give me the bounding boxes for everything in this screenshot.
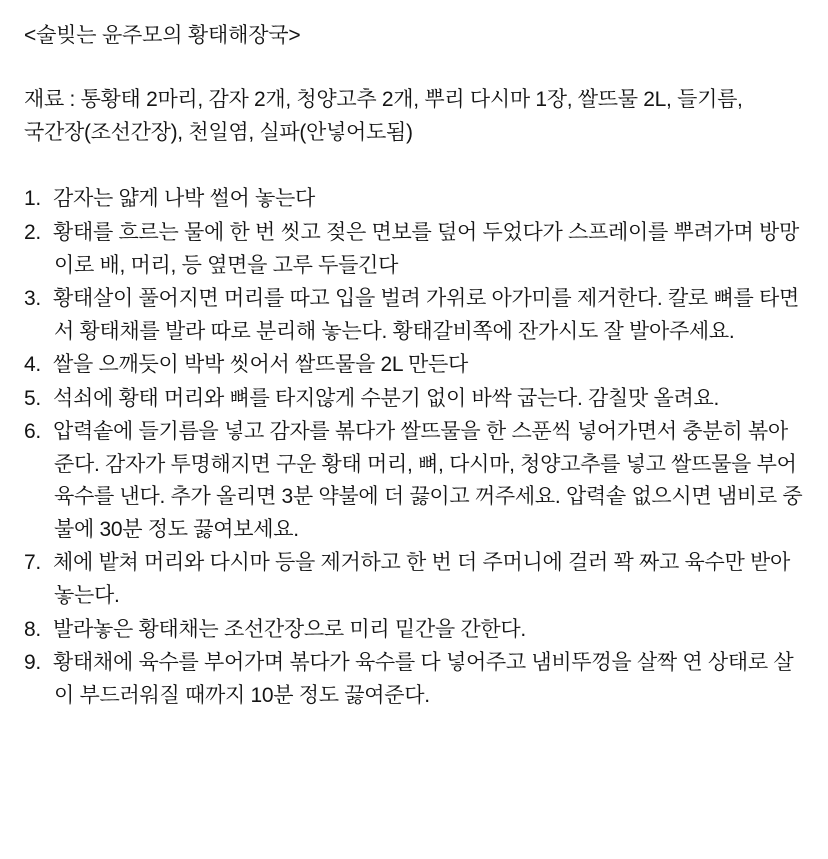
step-number: 8. [24,617,41,641]
list-item [24,349,804,382]
step-number: 9. [24,651,41,675]
list-item [24,283,804,348]
step-number: 6. [24,420,41,444]
step-text: 석쇠에 황태 머리와 뼈를 타지않게 수분기 없이 바싹 굽는다. 감칠맛 올려요. [53,386,719,410]
list-item [24,217,804,282]
steps-list [24,183,804,712]
step-number: 7. [24,551,41,575]
list-item [24,647,804,712]
step-number: 1. [24,187,41,211]
step-number: 2. [24,220,41,244]
step-text: 황태살이 풀어지면 머리를 따고 입을 벌려 가위로 아가미를 제거한다. 칼로 뼈를 타면서 황태채를 발라 따로 분리해 놓는다. 황태갈비쪽에 잔가시도 잘 발아주세요. [53,287,799,343]
list-item [24,416,804,546]
page-title: <술빚는 윤주모의 황태해장국> [24,24,301,47]
step-text: 쌀을 으깨듯이 박박 씻어서 쌀뜨물을 2L 만든다 [53,353,468,377]
step-text: 체에 밭쳐 머리와 다시마 등을 제거하고 한 번 더 주머니에 걸러 꽉 짜고 육수만 받아놓는다. [53,551,791,607]
step-text: 황태채에 육수를 부어가며 볶다가 육수를 다 넣어주고 냄비뚜껑을 살짝 연 상태로 살이 부드러워질 때까지 10분 정도 끓여준다. [53,651,794,707]
list-item [24,183,804,216]
step-text: 황태를 흐르는 물에 한 번 씻고 젖은 면보를 덮어 두었다가 스프레이를 뿌려가며 방망이로 배, 머리, 등 옆면을 고루 두들긴다 [53,220,799,277]
step-text: 감자는 얇게 나박 썰어 놓는다 [53,187,315,211]
list-item [24,547,804,612]
step-text: 압력솥에 들기름을 넣고 감자를 볶다가 쌀뜨물을 한 스푼씩 넣어가면서 충분히 볶아준다. 감자가 투명해지면 구운 황태 머리, 뼈, 다시마, 청양고추를 넣고 쌀뜨물을 부어 육수를 낸다. 추가 올리면 3분 약불에 더 끓이고 꺼주세요. 압력솥 없으시면 냄비로 중불에 30분 정도 끓여보세요. [53,420,803,541]
step-number: 4. [24,353,41,377]
ingredients-paragraph: 재료 : 통황태 2마리, 감자 2개, 청양고추 2개, 뿌리 다시마 1장, 쌀뜨물 2L, 들기름, 국간장(조선간장), 천일염, 실파(안넣어도됨) [24,88,743,144]
list-item [24,614,804,647]
step-number: 3. [24,287,41,311]
step-text: 발라놓은 황태채는 조선간장으로 미리 밑간을 간한다. [53,617,526,641]
list-item [24,383,804,416]
step-number: 5. [24,386,41,410]
